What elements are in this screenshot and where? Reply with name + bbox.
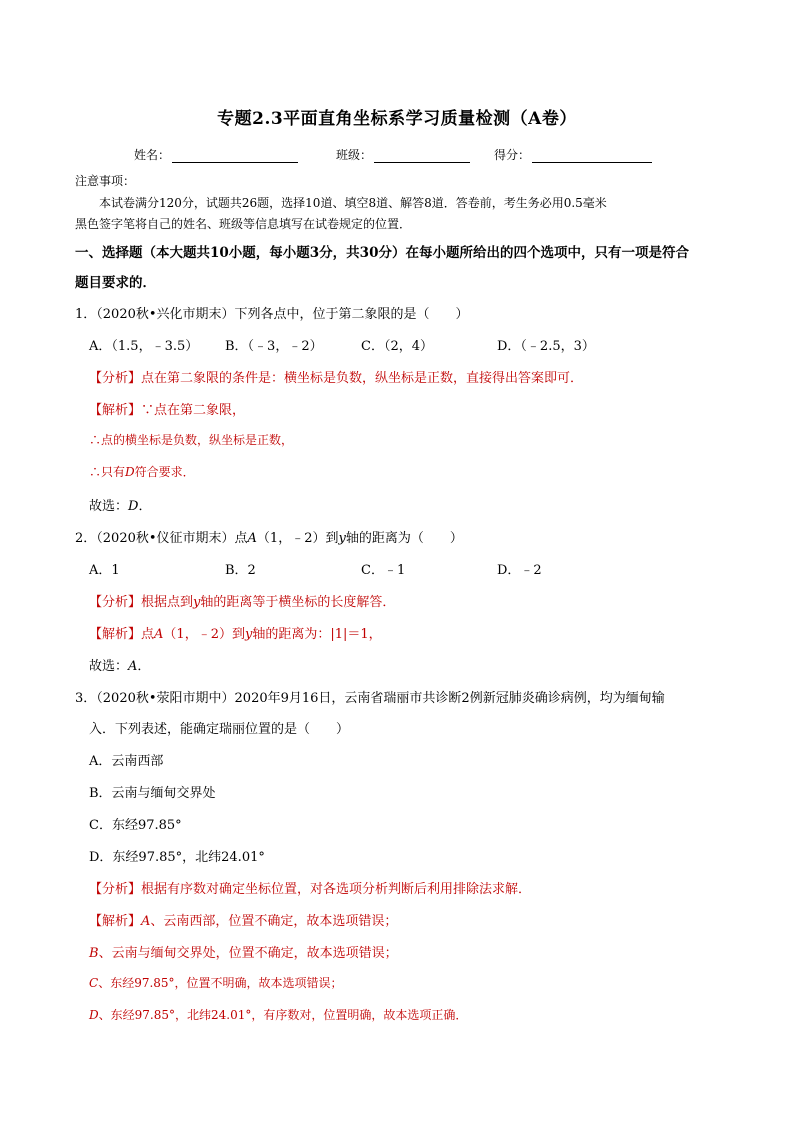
q2-solution-tag: 【解析】 [89,627,142,642]
q1-step-2-prefix: ∴只有 [89,465,126,479]
q2-answer-suffix: ． [137,659,151,674]
name-field[interactable] [134,146,298,163]
q2-answer [89,655,150,674]
q2-stem-part-3: 轴的距离为（ ） [345,531,463,546]
q3-solution-c [89,974,343,991]
q1-step-2-suffix: 符合要求． [134,465,195,479]
q1-answer-letter: D [128,499,139,514]
student-info-row [134,146,652,163]
q1-option-b[interactable]: B．（﹣3，﹣2） [225,339,323,354]
q2-option-b[interactable]: B．2 [225,563,256,578]
q2-solution-axis: y [244,627,253,642]
notice-heading: 注意事项： [75,174,136,188]
q3-analysis [89,878,531,897]
question-2-stem [75,527,463,546]
q1-option-a[interactable]: A．（1.5，﹣3.5） [89,339,199,354]
q1-step-2 [89,463,195,480]
q2-answer-letter: A [128,659,138,674]
q2-stem-part-2: （1，﹣2）到 [256,531,339,546]
score-label: 得分： [494,148,531,162]
q3-solution-c-text: 、东经97.85°，位置不明确，故本选项错误； [98,976,343,990]
q3-option-a[interactable]: A．云南西部 [89,754,164,769]
question-2-options [89,559,633,578]
q2-option-d[interactable]: D．﹣2 [497,563,542,578]
q2-analysis-axis: y [193,595,201,610]
section-heading-line-1: 一、选择题（本大题共10小题，每小题3分，共30分）在每小题所给出的四个选项中，只有一项是符合 [75,245,689,261]
q3-solution-b [89,942,398,961]
section-heading-line-2: 题目要求的． [75,275,156,291]
notice-line-2: 黑色签字笔将自己的姓名、班级等信息填写在试卷规定的位置． [75,217,412,231]
q2-analysis-part-2: 轴的距离等于横坐标的长度解答． [200,595,396,610]
q2-option-c[interactable]: C．﹣1 [361,563,406,578]
document-title: 专题2.3平面直角坐标系学习质量检测（A卷） [217,109,577,129]
class-blank[interactable] [374,149,470,163]
q1-answer-prefix: 故选： [89,499,129,514]
question-1-options [89,335,633,354]
q2-stem-axis: y [338,531,346,546]
question-1-stem: 1．（2020秋•兴化市期末）下列各点中，位于第二象限的是（ ） [75,307,469,322]
q2-analysis-part-1: 根据点到 [141,595,194,610]
q2-stem-point: A [247,531,257,546]
q3-solution-b-letter: B [89,946,99,961]
notice-line-1: 本试卷满分120分，试题共26题，选择10道、填空8道、解答8道．答卷前，考生务必用0.5毫米 [99,196,607,210]
q3-analysis-text: 根据有序数对确定坐标位置，对各选项分析判断后利用排除法求解． [141,882,532,897]
q2-option-a[interactable]: A．1 [89,563,120,578]
q3-solution-a-letter: A [141,914,151,929]
q2-solution-part-1: 点 [141,627,155,642]
q3-solution-d [89,1006,467,1023]
q1-answer-suffix: ． [138,499,152,514]
question-3-stem-line-1: 3．（2020秋•荥阳市期中）2020年9月16日，云南省瑞丽市共诊断2例新冠肺炎确诊病例，均为缅甸输 [75,691,665,706]
score-blank[interactable] [532,149,652,163]
name-label: 姓名： [134,148,171,162]
q2-answer-prefix: 故选： [89,659,129,674]
q3-solution-a [89,910,397,929]
q1-solution [89,399,245,418]
question-3-stem-line-2: 入．下列表述，能确定瑞丽位置的是（ ） [89,722,350,737]
q1-step-1: ∴点的横坐标是负数，纵坐标是正数， [89,433,294,447]
q1-answer [89,495,151,514]
q2-stem-part-1: 2．（2020秋•仪征市期末）点 [75,531,248,546]
q1-solution-text: ∵点在第二象限， [141,403,246,418]
name-blank[interactable] [172,149,298,163]
q3-solution-b-text: 、云南与缅甸交界处，位置不确定，故本选项错误； [98,946,398,961]
q3-solution-d-text: 、东经97.85°，北纬24.01°，有序数对，位置明确，故本选项正确． [98,1008,468,1022]
q1-analysis-tag: 【分析】 [89,371,142,386]
q2-solution-part-3: 轴的距离为：|1|＝1， [252,627,382,642]
q2-solution-part-2: （1，﹣2）到 [163,627,245,642]
class-label: 班级： [336,148,373,162]
q3-solution-d-letter: D [89,1008,99,1022]
q3-solution-tag: 【解析】 [89,914,142,929]
q2-solution-point: A [154,627,164,642]
q1-analysis [89,367,583,386]
q1-analysis-text: 点在第二象限的条件是：横坐标是负数，纵坐标是正数，直接得出答案即可． [141,371,584,386]
class-field[interactable] [336,146,470,163]
q2-analysis-tag: 【分析】 [89,595,142,610]
q1-option-c[interactable]: C．（2，4） [361,339,433,354]
score-field[interactable] [494,146,652,163]
q3-analysis-tag: 【分析】 [89,882,142,897]
q1-step-2-letter: D [125,465,135,479]
q3-option-b[interactable]: B．云南与缅甸交界处 [89,786,216,801]
q3-option-d[interactable]: D．东经97.85°，北纬24.01° [89,850,265,865]
q3-solution-a-text: 、云南西部，位置不确定，故本选项错误； [150,914,398,929]
q3-option-c[interactable]: C．东经97.85° [89,818,182,833]
q1-option-d[interactable]: D．（﹣2.5，3） [497,339,595,354]
q1-solution-tag: 【解析】 [89,403,142,418]
q3-solution-c-letter: C [89,976,99,990]
q2-solution [89,623,382,642]
q2-analysis [89,591,395,610]
